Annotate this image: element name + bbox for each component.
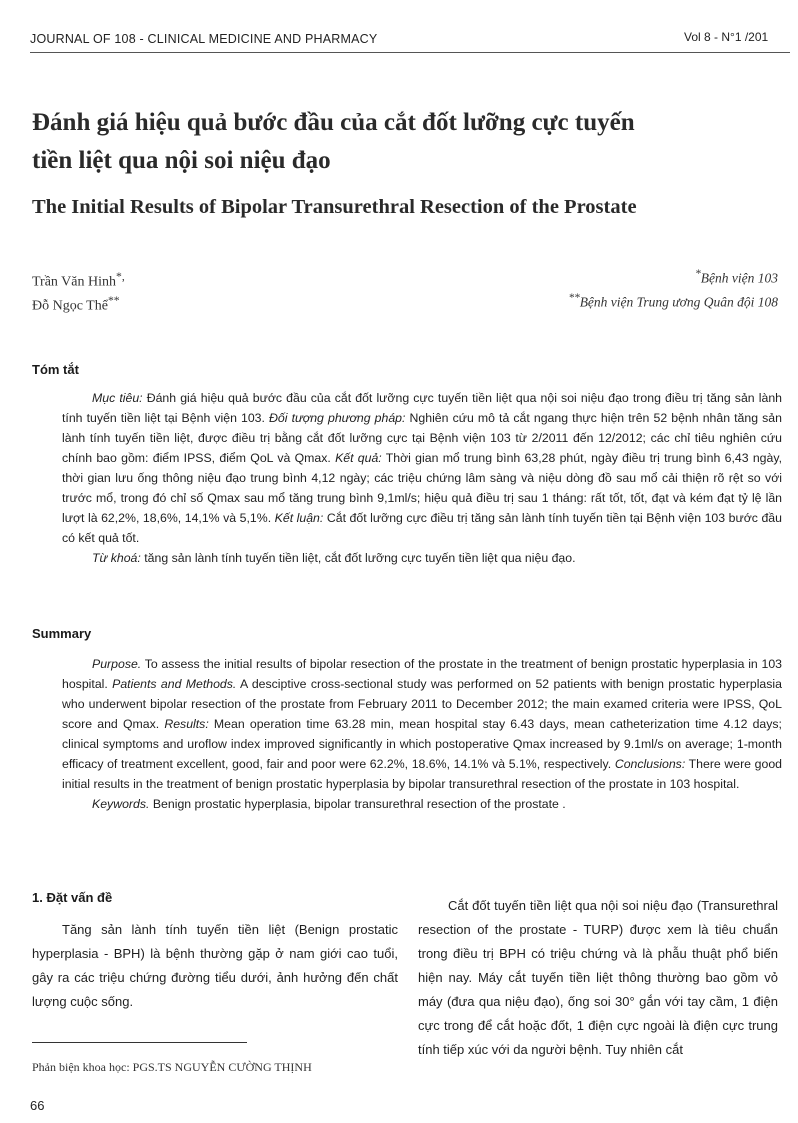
author-2 (32, 294, 120, 315)
header-rule (30, 52, 790, 53)
author-1-mark: *, (116, 270, 125, 283)
abstract-en-paragraph (62, 654, 782, 794)
results-label-en: Results: (164, 717, 209, 731)
abstract-vn (62, 388, 782, 568)
summary-heading: Summary (32, 626, 92, 641)
objective-label: Mục tiêu: (92, 391, 143, 405)
author-2-name: Đỗ Ngọc Thể (32, 298, 108, 314)
purpose-label: Purpose. (92, 657, 142, 671)
results-text-vn: Thời gian mổ trung bình 63,28 phút, ngày điều trị trung bình 6,43 ngày, thời gian lưu ống thông niệu đạo trung bình 4,12 ngày; các triệu chứng lâm sàng và niệu dòng đồ sau mổ cải thiện rõ rệt so với trước mổ, trong đó chỉ số Qmax sau mổ tăng trung bình 9,1ml/s; hiệu quả điều trị sau 1 tháng: rất tốt, tốt, đạt và kém đạt tỷ lệ lần lượt là 62,2%, 18,6%, 14,1% và 5,1%. (62, 451, 782, 525)
keywords-label-en: Keywords. (92, 797, 150, 811)
title-vietnamese (32, 104, 792, 180)
page-number: 66 (30, 1098, 45, 1113)
methods-text-en: A desciptive cross-sectional study was performed on 52 patients with benign prostatic hyperplasia who underwent bipolar resection of the prostate from February 2011 to December 2012; the main examed criteria were IPSS, QoL score and Qmax. (62, 677, 782, 731)
affiliation-2 (568, 292, 778, 311)
section-1-right-paragraph: Cắt đốt tuyến tiền liệt qua nội soi niệu đạo (Transurethral resection of the prostate - TURP) được xem là tiêu chuẩn trong điều trị BPH có triệu chứng và là phẫu thuật phổ biến hiện nay. Máy cắt tuyến tiền liệt thông thường bao gồm vỏ máy (đưa qua niệu đạo), ống soi 30° gắn với tay cầm, 1 điện cực trong để cắt hoặc đốt, 1 điện cực ngoài là điện cực trung tính tiếp xúc với da người bệnh. Tuy nhiên cắt (418, 898, 778, 1057)
methods-label-en: Patients and Methods. (112, 677, 237, 691)
affiliation-1-mark: * (695, 268, 701, 280)
affiliation-2-name: Bệnh viện Trung ương Quân đội 108 (579, 294, 778, 310)
keywords-text-vn: tăng sản lành tính tuyến tiền liệt, cắt đốt lưỡng cực tuyến tiền liệt qua niệu đạo. (140, 551, 576, 565)
affiliation-1-name: Bệnh viện 103 (700, 270, 778, 286)
conclusion-label-vn: Kết luận: (274, 511, 324, 525)
objective-text: Đánh giá hiệu quả bước đầu của cắt đốt lưỡng cực tuyến tiền liệt qua nội soi niệu đạo trong điều trị tăng sản lành tính tuyến tiền liệt tại Bệnh viện 103. (62, 391, 782, 425)
title-vn-line2: tiền liệt qua nội soi niệu đạo (32, 147, 331, 174)
footnote-rule (32, 1042, 247, 1043)
author-2-mark: ** (107, 294, 120, 307)
section-1-left-column (32, 918, 398, 1014)
methods-label-vn: Đối tượng phương pháp: (269, 411, 406, 425)
journal-header: JOURNAL OF 108 - CLINICAL MEDICINE AND PHARMACY (30, 32, 378, 46)
title-vn-line1: Đánh giá hiệu quả bước đầu của cắt đốt lưỡng cực tuyến (32, 109, 635, 136)
abstract-en (62, 654, 782, 814)
section-1-left-paragraph: Tăng sản lành tính tuyến tiền liệt (Benign prostatic hyperplasia - BPH) là bệnh thường gặp ở nam giới cao tuổi, gây ra các triệu chứng đường tiểu dưới, ảnh hưởng đến chất lượng cuộc sống. (32, 922, 398, 1009)
methods-text-vn: Nghiên cứu mô tả cắt ngang thực hiện trên 52 bệnh nhân tăng sản lành tính tuyến tiền liệt, được điều trị bằng cắt đốt lưỡng cực tại Bệnh viện 103 từ 2/2011 đến 12/2012; các chỉ tiêu nghiên cứu chính bao gồm: điểm IPSS, điểm QoL và Qmax. (62, 411, 782, 465)
conclusions-label-en: Conclusions: (614, 757, 686, 771)
keywords-text-en: Benign prostatic hyperplasia, bipolar transurethral resection of the prostate . (149, 797, 566, 811)
conclusions-text-en: There were good initial results in the treatment of benign prostatic hyperplasia by bipolar transurethral resection of the prostate in 103 hospital. (62, 757, 782, 791)
abstract-vn-paragraph (62, 388, 782, 548)
purpose-text: To assess the initial results of bipolar resection of the prostate in the treatment of benign prostatic hyperplasia in 103 hospital. (62, 657, 782, 691)
abstract-vn-heading: Tóm tắt (32, 362, 79, 377)
affiliation-2-mark: ** (568, 292, 580, 304)
section-1-right-column (418, 894, 778, 1062)
section-1-heading: 1. Đặt vấn đề (32, 890, 113, 905)
reviewer-footnote: Phản biện khoa học: PGS.TS NGUYỄN CƯỜNG THỊNH (32, 1060, 312, 1074)
keywords-en (62, 794, 782, 814)
author-1-name: Trần Văn Hinh (32, 274, 117, 290)
volume-header: Vol 8 - N°1 /201 (684, 30, 769, 44)
conclusion-text-vn: Cắt đốt lưỡng cực điều trị tăng sản lành tính tuyến tiền tại Bệnh viện 103 bước đầu có kết quả tốt. (62, 511, 782, 545)
keywords-label-vn: Từ khoá: (92, 551, 141, 565)
title-english: The Initial Results of Bipolar Transurethral Resection of the Prostate (32, 196, 637, 218)
author-1 (32, 270, 125, 291)
affiliation-1 (695, 268, 778, 287)
results-text-en: Mean operation time 63.28 min, mean hospital stay 6.43 days, mean catheterization time 4.12 days; clinical symptoms and uroflow index improved significantly in which postoperative Qmax increased by 9.1ml/s on average; 1-month efficacy of treatment excellent, good, fair and poor were 62.2%, 18.6%, 14.1% và 5.1%, respectively. (62, 717, 782, 771)
results-label-vn: Kết quả: (335, 451, 382, 465)
keywords-vn (62, 548, 782, 568)
